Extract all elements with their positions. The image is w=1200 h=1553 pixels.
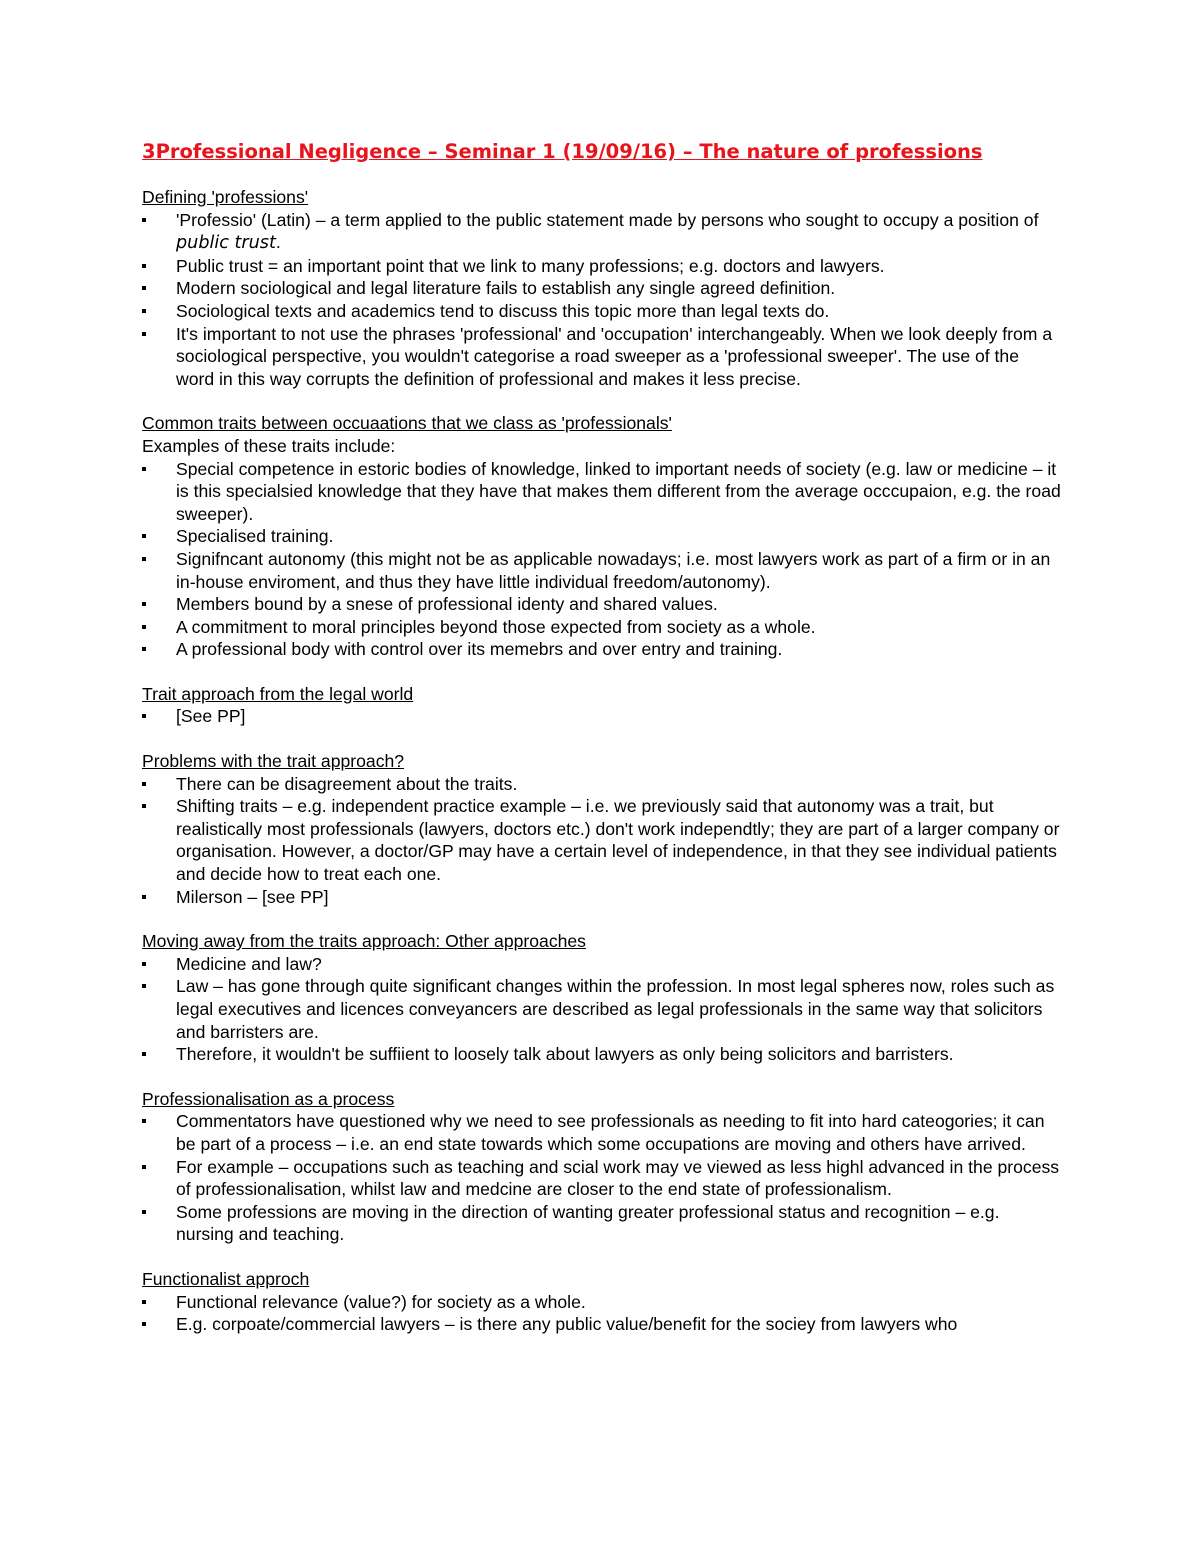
list-item bbox=[142, 458, 1062, 526]
list-item bbox=[142, 616, 1062, 639]
document-page bbox=[142, 138, 1062, 1358]
list-item bbox=[142, 1110, 1062, 1155]
bullet-list bbox=[142, 458, 1062, 661]
bullet-icon bbox=[142, 962, 146, 966]
list-item bbox=[142, 705, 1062, 728]
bullet-list bbox=[142, 773, 1062, 909]
bullet-icon bbox=[142, 264, 146, 268]
list-item-text: E.g. corpoate/commercial lawyers – is there any public value/benefit for the sociey from lawyers who bbox=[176, 1314, 958, 1335]
list-item bbox=[142, 1291, 1062, 1314]
bullet-icon bbox=[142, 647, 146, 651]
list-item bbox=[142, 975, 1062, 1043]
bullet-icon bbox=[142, 895, 146, 899]
bullet-list bbox=[142, 705, 1062, 728]
section-heading: Common traits between occuaations that we class as 'professionals' bbox=[142, 413, 672, 434]
bullet-list bbox=[142, 1110, 1062, 1246]
list-item bbox=[142, 209, 1062, 255]
list-item bbox=[142, 886, 1062, 909]
bullet-icon bbox=[142, 625, 146, 629]
list-item bbox=[142, 1313, 1062, 1336]
list-item-text: Special competence in estoric bodies of knowledge, linked to important needs of society (e.g. law or medicine – it is this specialsied knowledge that they have that makes them different from the average occcupaion, e.g. the road sweeper). bbox=[176, 458, 1061, 524]
list-item-text: Commentators have questioned why we need to see professionals as needing to fit into hard cateogories; it can be part of a process – i.e. an end state towards which some occupations are moving and others have arrived. bbox=[176, 1111, 1045, 1154]
bullet-icon bbox=[142, 714, 146, 718]
bullet-icon bbox=[142, 534, 146, 538]
bullet-icon bbox=[142, 1165, 146, 1169]
list-item bbox=[142, 1156, 1062, 1201]
section-intro: Examples of these traits include: bbox=[142, 435, 396, 456]
section-heading: Problems with the trait approach? bbox=[142, 751, 405, 772]
bullet-icon bbox=[142, 602, 146, 606]
list-item bbox=[142, 525, 1062, 548]
document-body bbox=[142, 186, 1062, 1336]
section-heading: Defining 'professions' bbox=[142, 187, 309, 207]
list-item bbox=[142, 638, 1062, 661]
list-item-text: Milerson – [see PP] bbox=[176, 886, 329, 907]
section bbox=[142, 683, 1062, 728]
bullet-icon bbox=[142, 1119, 146, 1123]
section bbox=[142, 750, 1062, 908]
list-item bbox=[142, 593, 1062, 616]
section bbox=[142, 412, 1062, 661]
section-heading: Professionalisation as a process bbox=[142, 1088, 395, 1109]
section bbox=[142, 1268, 1062, 1336]
section bbox=[142, 1088, 1062, 1246]
bullet-icon bbox=[142, 782, 146, 786]
section bbox=[142, 186, 1062, 390]
list-item bbox=[142, 1043, 1062, 1066]
list-item bbox=[142, 323, 1062, 391]
section-heading: Moving away from the traits approach: Other approaches bbox=[142, 931, 586, 952]
list-item-text: . bbox=[275, 232, 281, 253]
document-title: 3Professional Negligence – Seminar 1 (19/09/16) – The nature of professions bbox=[142, 140, 983, 163]
bullet-icon bbox=[142, 309, 146, 313]
bullet-icon bbox=[142, 218, 146, 222]
list-item-text: Members bound by a snese of professional identy and shared values. bbox=[176, 594, 718, 615]
list-item-text: Modern sociological and legal literature fails to establish any single agreed definition. bbox=[176, 278, 836, 299]
list-item bbox=[142, 795, 1062, 885]
list-item-text: Sociological texts and academics tend to discuss this topic more than legal texts do. bbox=[176, 300, 830, 321]
list-item-text: Specialised training. bbox=[176, 526, 334, 547]
bullet-icon bbox=[142, 332, 146, 336]
bullet-icon bbox=[142, 557, 146, 561]
section-heading: Functionalist approch bbox=[142, 1268, 310, 1289]
section-heading: Trait approach from the legal world bbox=[142, 683, 414, 704]
bullet-icon bbox=[142, 1052, 146, 1056]
bullet-icon bbox=[142, 1322, 146, 1326]
list-item-text: A commitment to moral principles beyond those expected from society as a whole. bbox=[176, 616, 816, 637]
bullet-icon bbox=[142, 1210, 146, 1214]
bullet-list bbox=[142, 1291, 1062, 1336]
list-item-text: Therefore, it wouldn't be suffiient to loosely talk about lawyers as only being solicitors and barristers. bbox=[176, 1044, 954, 1065]
list-item bbox=[142, 773, 1062, 796]
list-item-text: Signifncant autonomy (this might not be as applicable nowadays; i.e. most lawyers work as part of a firm or in an in-house enviroment, and thus they have little individual freedom/autonomy). bbox=[176, 548, 1051, 592]
list-item-text: [See PP] bbox=[176, 706, 246, 727]
section bbox=[142, 930, 1062, 1066]
list-item-text: Functional relevance (value?) for society as a whole. bbox=[176, 1291, 586, 1312]
list-item-text: A professional body with control over its memebrs and over entry and training. bbox=[176, 639, 783, 660]
list-item bbox=[142, 277, 1062, 300]
list-item-text: Some professions are moving in the direction of wanting greater professional status and recognition – e.g. nursing and teaching. bbox=[176, 1201, 1000, 1245]
bullet-list bbox=[142, 953, 1062, 1066]
bullet-icon bbox=[142, 984, 146, 988]
list-item-text: Shifting traits – e.g. independent practice example – i.e. we previously said that autonomy was a trait, but realistically most professionals (lawyers, doctors etc.) don't work independtly; they are part of a larger company or organisation. However, a doctor/GP may have a certain level of independence, in that they see individual patients and decide how to treat each one. bbox=[176, 796, 1060, 885]
bullet-icon bbox=[142, 804, 146, 808]
list-item-text: For example – occupations such as teaching and scial work may ve viewed as less highl advanced in the process of professionalisation, whilst law and medcine are closer to the end state of professionalism. bbox=[176, 1156, 1060, 1200]
list-item-text: Law – has gone through quite significant changes within the profession. In most legal spheres now, roles such as legal executives and licences conveyancers are described as legal professionals in the same way that solicitors and barristers are. bbox=[176, 976, 1055, 1042]
list-item bbox=[142, 300, 1062, 323]
list-item-text: There can be disagreement about the traits. bbox=[176, 773, 518, 794]
list-item-text: It's important to not use the phrases 'professional' and 'occupation' interchangeably. When we look deeply from a sociological perspective, you wouldn't categorise a road sweeper as a 'professional sweeper'. The use of the word in this way corrupts the definition of professional and makes it less precise. bbox=[176, 323, 1053, 389]
list-item-text: 'Professio' (Latin) – a term applied to the public statement made by persons who sought to occupy a position of bbox=[176, 209, 1039, 230]
list-item bbox=[142, 548, 1062, 593]
bullet-icon bbox=[142, 286, 146, 290]
list-item-text: Public trust = an important point that we link to many professions; e.g. doctors and lawyers. bbox=[176, 255, 885, 276]
list-item bbox=[142, 953, 1062, 976]
emphasized-term: public trust bbox=[176, 233, 276, 254]
list-item-text: Medicine and law? bbox=[176, 953, 322, 974]
bullet-icon bbox=[142, 467, 146, 471]
bullet-list bbox=[142, 209, 1062, 391]
list-item bbox=[142, 1201, 1062, 1246]
list-item bbox=[142, 255, 1062, 278]
bullet-icon bbox=[142, 1300, 146, 1304]
